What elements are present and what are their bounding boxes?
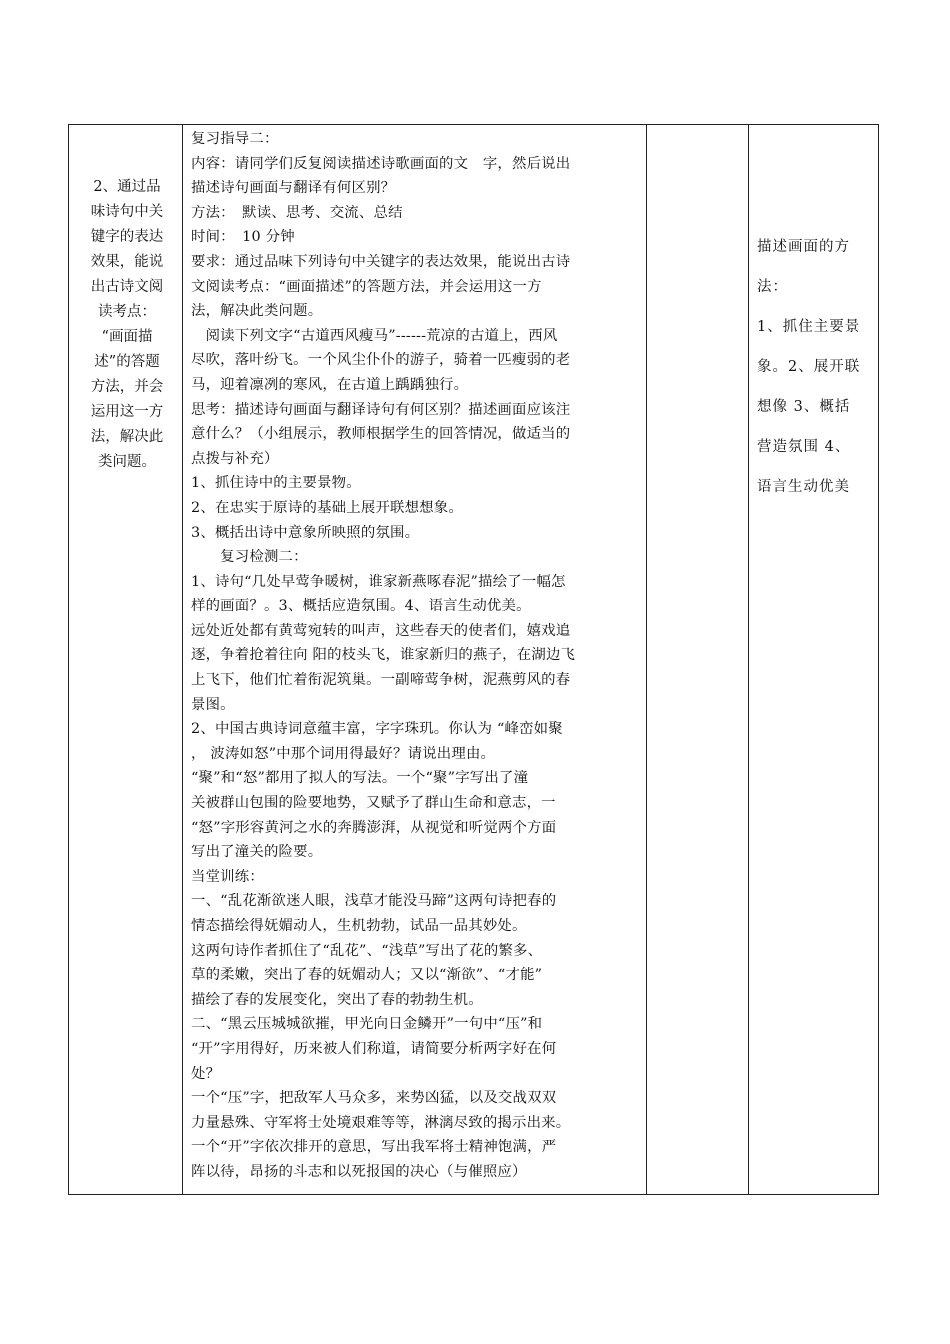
content-line: 一个“开”字依次排开的意思，写出我军将士精神饱满，严 (191, 1139, 557, 1156)
lesson-plan-table (68, 124, 879, 1195)
objective-line: 读考点： (98, 304, 156, 320)
content-line: 尽吹，落叶纷飞。一个风尘仆仆的游子，骑着一匹瘦弱的老 (191, 352, 571, 369)
content-line: “怒”字形容黄河之水的奔腾澎湃，从视觉和听觉两个方面 (191, 819, 557, 836)
content-line: 样的画面？。3、概括应造氛围。4、语言生动优美。 (191, 598, 531, 615)
content-line: 逐，争着抢着往向 阳的枝头飞，谁家新归的燕子，在湖边飞 (191, 647, 576, 664)
content-line: 写出了潼关的险要。 (191, 844, 323, 861)
column-divider-2 (646, 125, 647, 1194)
objective-line: 键字的表达 (90, 229, 164, 245)
note-line: 营造氛围 4、 (757, 439, 851, 455)
content-line: 复习指导二： (191, 131, 279, 147)
column-divider-1 (182, 125, 183, 1194)
objective-line: 方法，并会 (90, 379, 164, 395)
content-line: 关被群山包围的险要地势，又赋予了群山生命和意志，一 (191, 795, 556, 812)
content-line: 情态描绘得妩媚动人，生机勃勃，试品一品其妙处。 (191, 918, 527, 934)
content-line: 2、中国古典诗词意蕴丰富，字字珠玑。你认为 “峰峦如聚 (191, 721, 563, 738)
content-line: 1、抓住诗中的主要景物。 (191, 475, 361, 492)
content-line: 草的柔嫩，突出了春的妩媚动人；又以“渐欲”、“才能” (191, 967, 543, 984)
note-line: 法： (757, 279, 788, 295)
content-line: 描绘了春的发展变化，突出了春的勃勃生机。 (191, 991, 483, 1008)
content-line: 内容：请同学们反复阅读描述诗歌画面的文 字，然后说出 (191, 155, 571, 172)
objective-line: 法，解决此 (90, 429, 164, 445)
objective-line: 述”的答题 (94, 354, 160, 370)
method-notes-cell (757, 227, 871, 507)
column-divider-3 (748, 125, 749, 1194)
content-line: 方法： 默读、思考、交流、总结 (191, 204, 403, 221)
content-line: 2、在忠实于原诗的基础上展开联想想象。 (191, 499, 463, 516)
content-line: 法，解决此类问题。 (191, 303, 323, 320)
objective-line: “画面描 (101, 329, 153, 345)
note-line: 想像 3、概括 (757, 399, 851, 415)
content-line: 马，迎着凛冽的寒风，在古道上踽踽独行。 (191, 376, 469, 393)
content-line: ， 波涛如怒”中那个词用得最好？请说出理由。 (191, 745, 496, 762)
content-line: 思考：描述诗句画面与翻译诗句有何区别？描述画面应该注 (191, 401, 571, 418)
objective-line: 效果，能说 (90, 254, 164, 270)
content-line: 点拨与补充） (191, 450, 279, 467)
objective-line: 出古诗文阅 (90, 279, 164, 295)
content-line: “聚”和“怒”都用了拟人的写法。一个“聚”字写出了潼 (191, 770, 529, 787)
content-line: 阅读下列文字“古道西风瘦马”------荒凉的古道上，西风 (191, 327, 558, 344)
content-line: 上飞下，他们忙着衔泥筑巢。一副啼莺争树，泥燕剪风的春 (191, 672, 571, 689)
content-line: 描述诗句画面与翻译有何区别？ (191, 180, 396, 197)
objective-line: 类问题。 (98, 454, 156, 470)
content-line: 3、概括出诗中意象所映照的氛围。 (191, 524, 420, 541)
learning-objective-cell (77, 175, 177, 475)
content-line: 处？ (191, 1065, 221, 1082)
content-line: 景图。 (191, 696, 235, 713)
content-line: 力量悬殊、守军将士处境艰难等等，淋漓尽致的揭示出来。 (191, 1114, 571, 1131)
content-line: 时间： 10 分钟 (191, 229, 295, 246)
objective-line: 2、通过品 (93, 179, 161, 195)
content-line: 意什么？（小组展示，教师根据学生的回答情况，做适当的 (191, 426, 571, 443)
content-line: 1、诗句“几处早莺争暖树，谁家新燕啄春泥”描绘了一幅怎 (191, 573, 566, 590)
content-line: 二、“黑云压城城欲摧，甲光向日金鳞开”一句中“压”和 (191, 1016, 543, 1033)
content-line: 当堂训练： (191, 868, 264, 885)
teaching-content-cell (191, 127, 643, 1185)
note-line: 象。2、展开联 (757, 359, 861, 375)
content-line: 一、“乱花渐欲迷人眼，浅草才能没马蹄”这两句诗把春的 (191, 893, 557, 910)
note-line: 描述画面的方 (757, 239, 850, 255)
content-line: 阵以待，昂扬的斗志和以死报国的决心（与催照应） (191, 1163, 527, 1180)
content-line: 文阅读考点：“画面描述”的答题方法，并会运用这一方 (191, 278, 542, 295)
content-line: 这两句诗作者抓住了“乱花”、“浅草”写出了花的繁多、 (191, 942, 543, 959)
note-line: 1、抓住主要景 (757, 319, 861, 335)
content-line: 要求：通过品味下列诗句中关键字的表达效果，能说出古诗 (191, 253, 571, 270)
content-line: 一个“压”字，把敌军人马众多，来势凶猛，以及交战双双 (191, 1090, 557, 1107)
objective-line: 味诗句中关 (90, 204, 164, 220)
content-line: 复习检测二： (191, 549, 308, 566)
content-line: 远处近处都有黄莺宛转的叫声，这些春天的使者们，嬉戏追 (191, 622, 571, 639)
objective-line: 运用这一方 (90, 404, 164, 420)
content-line: “开”字用得好，历来被人们称道，请简要分析两字好在何 (191, 1040, 557, 1057)
note-line: 语言生动优美 (757, 479, 850, 495)
